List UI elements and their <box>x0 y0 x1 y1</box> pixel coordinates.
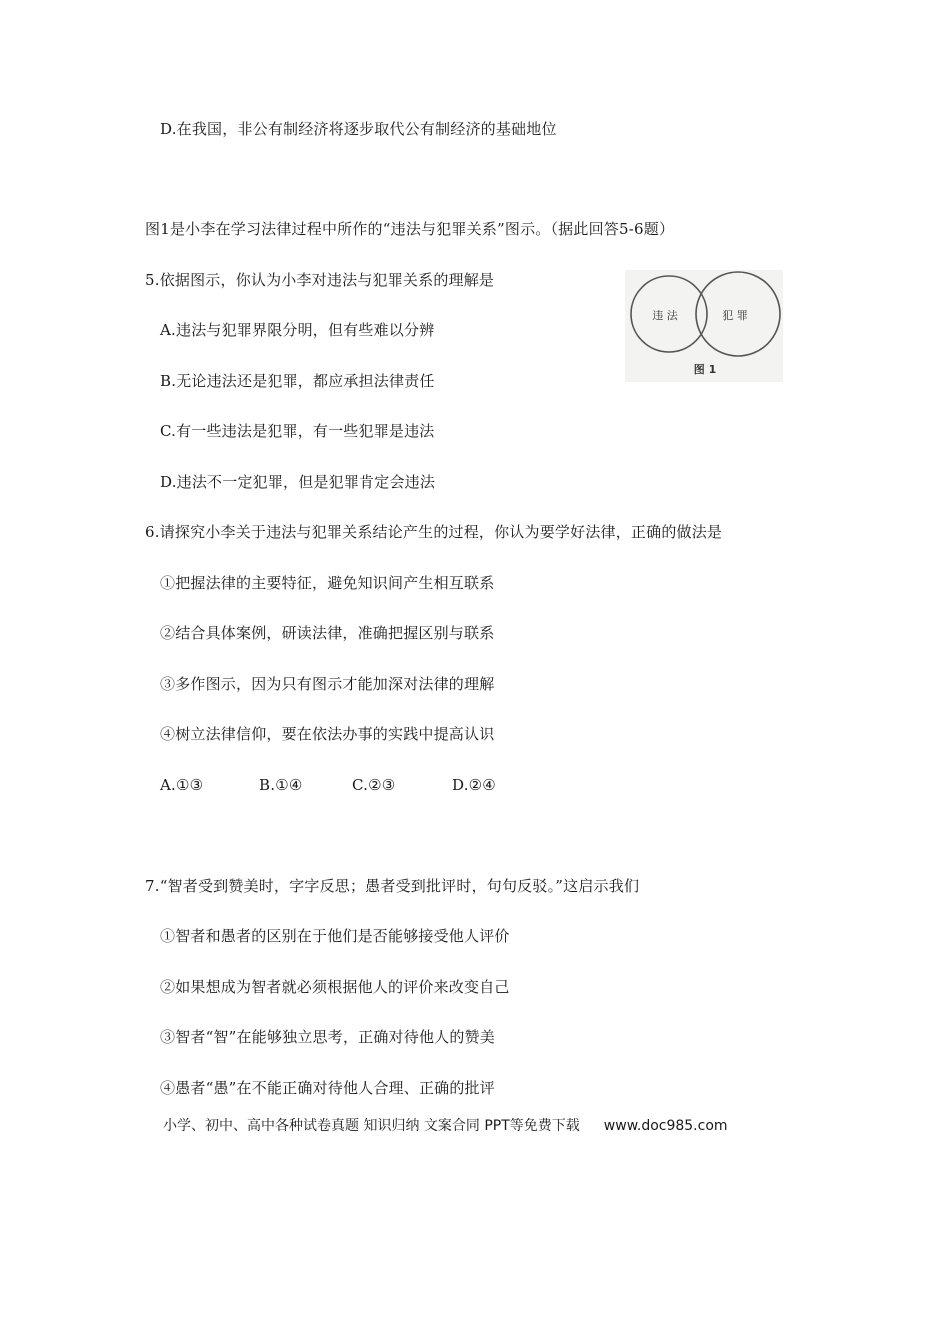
q6-choices <box>160 775 560 795</box>
venn-label-crime: 犯 罪 <box>722 309 748 322</box>
q5-option-d: D.违法不一定犯罪，但是犯罪肯定会违法 <box>160 473 436 491</box>
figure-intro: 图1是小李在学习法律过程中所作的“违法与犯罪关系”图示。（据此回答5-6题） <box>145 220 675 238</box>
q6-choice-d: D.②④ <box>452 776 496 794</box>
q7-statement-3: ③智者“智”在能够独立思考，正确对待他人的赞美 <box>160 1028 495 1046</box>
footer-banner <box>163 1116 728 1136</box>
venn-figure <box>625 270 783 382</box>
q6-statement-3: ③多作图示，因为只有图示才能加深对法律的理解 <box>160 675 495 693</box>
q6-statement-4: ④树立法律信仰，要在依法办事的实践中提高认识 <box>160 725 495 743</box>
q7-statement-1: ①智者和愚者的区别在于他们是否能够接受他人评价 <box>160 927 510 945</box>
q6-statement-1: ①把握法律的主要特征，避免知识间产生相互联系 <box>160 574 495 592</box>
q5-option-a: A.违法与犯罪界限分明，但有些难以分辨 <box>160 321 435 339</box>
q6-statement-2: ②结合具体案例，研读法律，准确把握区别与联系 <box>160 624 495 642</box>
q6-stem: 6.请探究小李关于违法与犯罪关系结论产生的过程，你认为要学好法律，正确的做法是 <box>145 523 723 541</box>
q5-option-b: B.无论违法还是犯罪，都应承担法律责任 <box>160 372 435 390</box>
q6-choice-a: A.①③ <box>160 776 204 794</box>
q5-option-c: C.有一些违法是犯罪，有一些犯罪是违法 <box>160 422 435 440</box>
q4-option-d: D.在我国，非公有制经济将逐步取代公有制经济的基础地位 <box>160 120 557 138</box>
venn-label-illegal: 违 法 <box>652 309 678 322</box>
q7-stem: 7.“智者受到赞美时，字字反思；愚者受到批评时，句句反驳。”这启示我们 <box>145 877 640 895</box>
q7-statement-2: ②如果想成为智者就必须根据他人的评价来改变自己 <box>160 978 510 996</box>
figure-caption: 图 1 <box>693 363 717 376</box>
q5-stem: 5.依据图示，你认为小李对违法与犯罪关系的理解是 <box>145 271 495 289</box>
q7-statement-4: ④愚者“愚”在不能正确对待他人合理、正确的批评 <box>160 1079 495 1097</box>
q6-choice-c: C.②③ <box>352 776 396 794</box>
footer-url[interactable]: www.doc985.com <box>603 1118 728 1134</box>
q6-choice-b: B.①④ <box>259 776 303 794</box>
footer-text: 小学、初中、高中各种试卷真题 知识归纳 文案合同 PPT等免费下载 <box>163 1118 580 1134</box>
venn-diagram <box>625 270 783 382</box>
